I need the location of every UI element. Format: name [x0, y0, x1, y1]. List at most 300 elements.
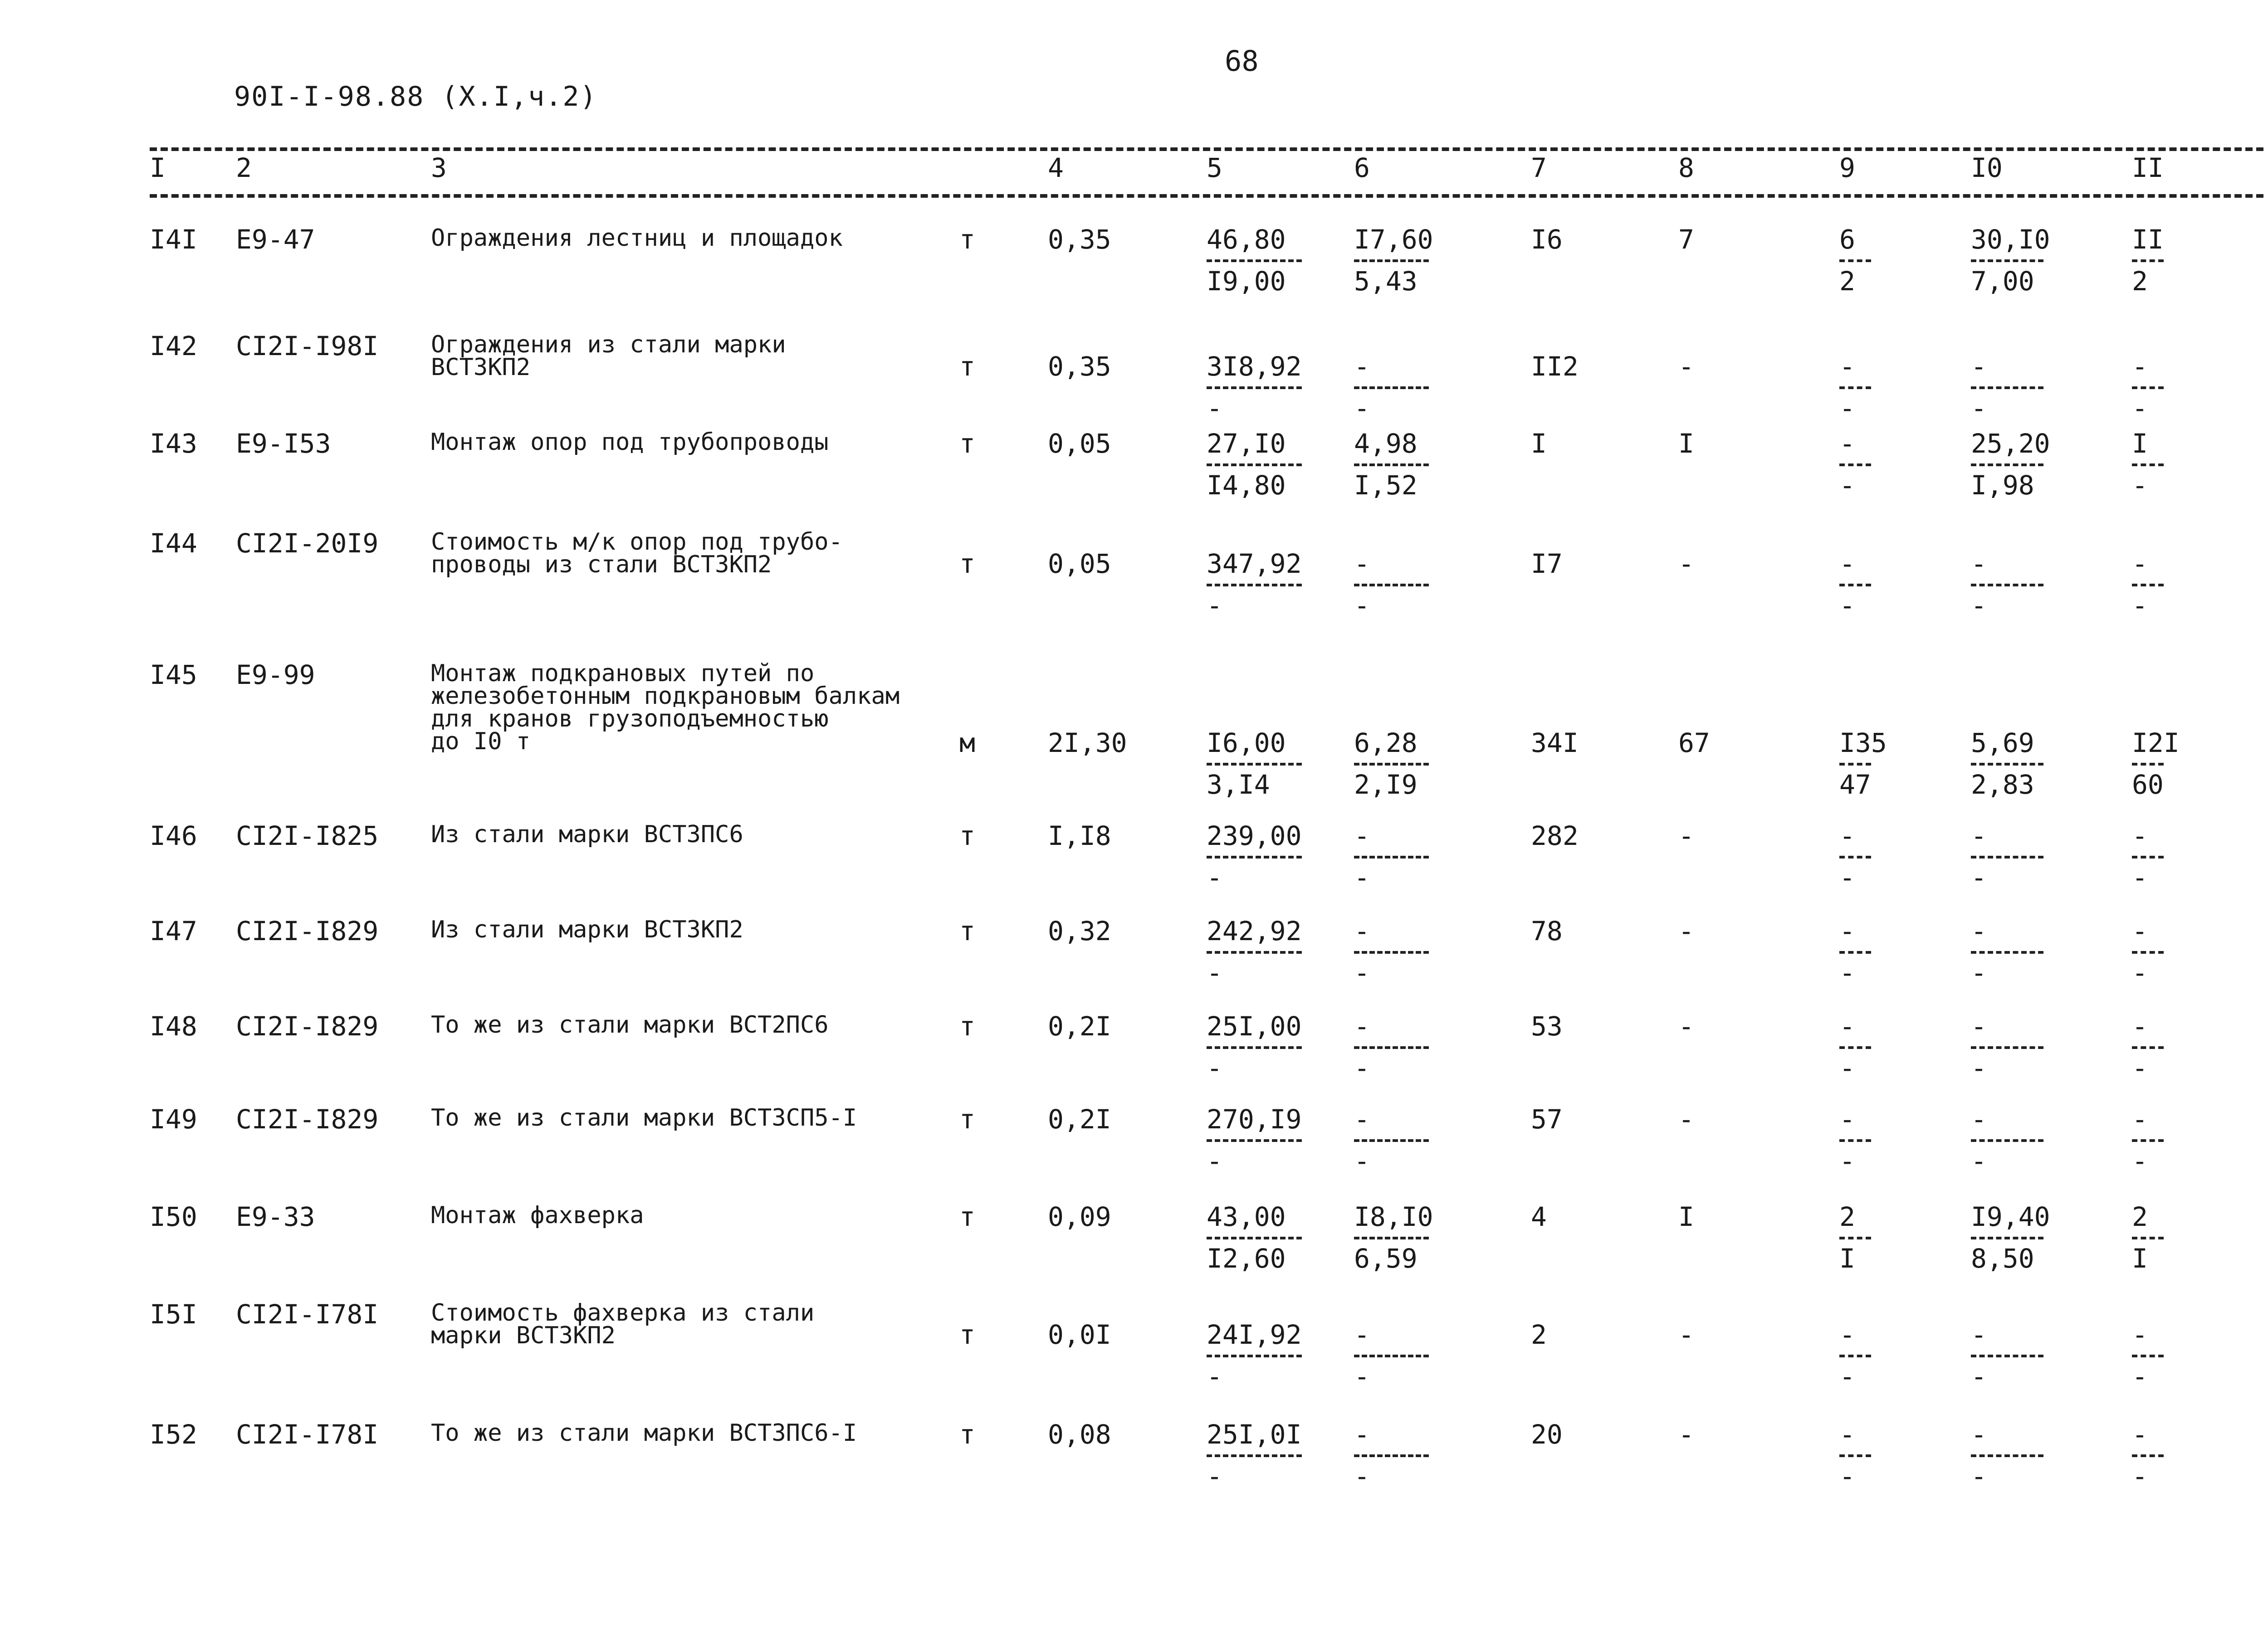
fraction-numerator: -	[1839, 1419, 1855, 1450]
fraction-denominator: 2,I9	[1354, 769, 1418, 800]
fraction-cell	[1354, 548, 1429, 621]
price-code: CI2I-I825	[236, 820, 379, 851]
fraction-numerator: 3I8,92	[1207, 351, 1302, 382]
fraction-numerator: -	[1839, 351, 1855, 382]
work-description: Стоимость фахверка из стали марки ВСТ3КП2	[431, 1299, 815, 1349]
fraction-cell	[1354, 1419, 1429, 1492]
work-description: То же из стали марки ВСТ3СП5-I	[431, 1104, 857, 1132]
fraction-denominator: -	[1971, 1146, 1987, 1176]
fraction-bar	[1839, 856, 1871, 858]
fraction-bar	[1207, 386, 1302, 389]
price-code: CI2I-I98I	[236, 331, 379, 361]
fraction-numerator: -	[1971, 1319, 1987, 1350]
fraction-bar	[1971, 584, 2043, 586]
price-code: CI2I-I78I	[236, 1299, 379, 1330]
fraction-cell	[2132, 428, 2164, 501]
quantity: 0,35	[1048, 224, 1111, 255]
column-8-value: -	[1678, 1319, 1694, 1350]
fraction-denominator: -	[1971, 1053, 1987, 1083]
fraction-cell	[1839, 820, 1871, 893]
fraction-bar	[1207, 1355, 1302, 1357]
fraction-bar	[1207, 1046, 1302, 1049]
fraction-numerator: 2	[1839, 1201, 1855, 1232]
fraction-denominator: -	[1839, 1146, 1855, 1176]
column-header-6: 6	[1354, 152, 1370, 183]
fraction-bar	[2132, 1454, 2164, 1457]
column-8-value: -	[1678, 351, 1694, 382]
fraction-numerator: 24I,92	[1207, 1319, 1302, 1350]
fraction-cell	[1971, 1419, 2043, 1492]
work-description: То же из стали марки ВСТ2ПС6	[431, 1011, 829, 1039]
fraction-bar	[1839, 1355, 1871, 1357]
column-8-value: -	[1678, 1011, 1694, 1042]
column-7-value: I	[1531, 428, 1547, 459]
row-number: I48	[150, 1011, 197, 1042]
fraction-numerator: 347,92	[1207, 548, 1302, 579]
fraction-cell	[1839, 918, 1871, 986]
unit-of-measure: т	[959, 1104, 975, 1135]
fraction-denominator: 8,50	[1971, 1243, 2034, 1274]
unit-of-measure: т	[959, 1419, 975, 1450]
column-header-10: I0	[1971, 152, 2003, 183]
column-header-2: 2	[236, 152, 252, 183]
work-description: Ограждения лестниц и площадок	[431, 224, 843, 252]
fraction-numerator: -	[1354, 1011, 1370, 1042]
fraction-denominator: -	[1207, 862, 1222, 893]
fraction-denominator: -	[1207, 1361, 1222, 1392]
fraction-cell	[1971, 1319, 2043, 1392]
fraction-numerator: 242,92	[1207, 916, 1302, 946]
price-code: E9-99	[236, 659, 315, 690]
unit-of-measure: т	[959, 548, 975, 579]
fraction-bar	[1354, 763, 1429, 766]
page-number: 68	[1225, 44, 1259, 78]
fraction-denominator: -	[2132, 957, 2148, 988]
fraction-bar	[1354, 463, 1429, 466]
fraction-bar	[1839, 1139, 1871, 1142]
fraction-bar	[1354, 1046, 1429, 1049]
row-number: I43	[150, 428, 197, 459]
fraction-numerator: -	[2132, 548, 2148, 579]
quantity: 0,05	[1048, 428, 1111, 459]
column-header-5: 5	[1207, 152, 1222, 183]
fraction-numerator: -	[1971, 548, 1987, 579]
fraction-cell	[1971, 918, 2043, 986]
row-number: I50	[150, 1201, 197, 1232]
fraction-bar	[1971, 386, 2043, 389]
fraction-bar	[1971, 1454, 2043, 1457]
fraction-numerator: I7,60	[1354, 224, 1433, 255]
fraction-denominator: I2,60	[1207, 1243, 1286, 1274]
fraction-cell	[2132, 727, 2180, 800]
fraction-cell	[1839, 1104, 1871, 1176]
fraction-bar	[1839, 1237, 1871, 1239]
row-number: I5I	[150, 1299, 197, 1330]
column-header-7: 7	[1531, 152, 1547, 183]
fraction-denominator: -	[1207, 1461, 1222, 1492]
fraction-bar	[1207, 1237, 1302, 1239]
row-number: I4I	[150, 224, 197, 255]
unit-of-measure: т	[959, 820, 975, 851]
fraction-numerator: -	[1354, 1104, 1370, 1135]
fraction-cell	[2132, 224, 2164, 297]
fraction-numerator: 270,I9	[1207, 1104, 1302, 1135]
column-7-value: 53	[1531, 1011, 1563, 1042]
fraction-cell	[1207, 1419, 1302, 1492]
fraction-numerator: 25,20	[1971, 428, 2050, 459]
price-code: E9-I53	[236, 428, 331, 459]
fraction-bar	[1207, 856, 1302, 858]
fraction-denominator: -	[1839, 470, 1855, 501]
fraction-denominator: -	[1354, 1053, 1370, 1083]
fraction-denominator: -	[1354, 862, 1370, 893]
fraction-bar	[1354, 1355, 1429, 1357]
column-7-value: 4	[1531, 1201, 1547, 1232]
fraction-denominator: -	[1207, 1053, 1222, 1083]
row-number: I52	[150, 1419, 197, 1450]
fraction-denominator: -	[2132, 862, 2148, 893]
fraction-numerator: -	[1971, 1011, 1987, 1042]
fraction-bar	[1839, 1454, 1871, 1457]
fraction-denominator: -	[2132, 1361, 2148, 1392]
fraction-denominator: 2	[1839, 266, 1855, 297]
column-8-value: 7	[1678, 224, 1694, 255]
unit-of-measure: т	[959, 1201, 975, 1232]
fraction-numerator: 2	[2132, 1201, 2148, 1232]
fraction-numerator: 25I,0I	[1207, 1419, 1302, 1450]
price-code: CI2I-I78I	[236, 1419, 379, 1450]
fraction-numerator: -	[1971, 916, 1987, 946]
fraction-cell	[1971, 1011, 2043, 1083]
fraction-bar	[1839, 763, 1871, 766]
work-description: Ограждения из стали марки ВСТ3КП2	[431, 331, 786, 381]
fraction-numerator: 46,80	[1207, 224, 1286, 255]
fraction-denominator: -	[1839, 1361, 1855, 1392]
fraction-denominator: 60	[2132, 769, 2164, 800]
column-header-4: 4	[1048, 152, 1064, 183]
fraction-denominator: 7,00	[1971, 266, 2034, 297]
fraction-bar	[1207, 463, 1302, 466]
fraction-cell	[1207, 820, 1302, 893]
fraction-bar	[1971, 1139, 2043, 1142]
fraction-cell	[1207, 1011, 1302, 1083]
column-7-value: 57	[1531, 1104, 1563, 1135]
column-7-value: 20	[1531, 1419, 1563, 1450]
fraction-cell	[2132, 1104, 2164, 1176]
fraction-cell	[2132, 1319, 2164, 1392]
fraction-cell	[1839, 428, 1871, 501]
fraction-cell	[2132, 548, 2164, 621]
fraction-cell	[1207, 351, 1302, 424]
fraction-cell	[1354, 820, 1429, 893]
row-number: I42	[150, 331, 197, 361]
fraction-denominator: -	[1971, 957, 1987, 988]
fraction-cell	[1971, 1201, 2050, 1274]
table-header-top-rule	[150, 147, 2263, 151]
fraction-numerator: -	[1839, 916, 1855, 946]
fraction-numerator: 239,00	[1207, 820, 1302, 851]
fraction-cell	[1971, 820, 2043, 893]
quantity: 2I,30	[1048, 727, 1127, 758]
fraction-cell	[1839, 1419, 1871, 1492]
fraction-cell	[1971, 727, 2043, 800]
quantity: 0,08	[1048, 1419, 1111, 1450]
quantity: 0,35	[1048, 351, 1111, 382]
column-8-value: -	[1678, 1419, 1694, 1450]
fraction-bar	[1971, 463, 2043, 466]
fraction-cell	[1839, 1319, 1871, 1392]
fraction-denominator: -	[1971, 393, 1987, 424]
unit-of-measure: т	[959, 428, 975, 459]
fraction-bar	[1207, 763, 1302, 766]
fraction-denominator: -	[1354, 1361, 1370, 1392]
fraction-denominator: 6,59	[1354, 1243, 1418, 1274]
fraction-bar	[1207, 259, 1302, 262]
fraction-numerator: I8,I0	[1354, 1201, 1433, 1232]
fraction-denominator: -	[1971, 862, 1987, 893]
fraction-cell	[1354, 918, 1429, 986]
fraction-numerator: 43,00	[1207, 1201, 1286, 1232]
column-header-3: 3	[431, 152, 447, 183]
fraction-numerator: 6,28	[1354, 727, 1418, 758]
fraction-bar	[1971, 1355, 2043, 1357]
fraction-numerator: 25I,00	[1207, 1011, 1302, 1042]
fraction-bar	[2132, 386, 2164, 389]
fraction-cell	[1207, 428, 1302, 501]
column-header-11: II	[2132, 152, 2164, 183]
fraction-denominator: -	[1971, 1361, 1987, 1392]
column-7-value: I7	[1531, 548, 1563, 579]
fraction-bar	[1971, 763, 2043, 766]
fraction-cell	[1354, 1201, 1433, 1274]
row-number: I49	[150, 1104, 197, 1135]
row-number: I44	[150, 528, 197, 559]
quantity: I,I8	[1048, 820, 1111, 851]
row-number: I47	[150, 916, 197, 946]
unit-of-measure: т	[959, 916, 975, 946]
fraction-numerator: -	[1354, 1319, 1370, 1350]
fraction-numerator: I2I	[2132, 727, 2180, 758]
fraction-numerator: 6	[1839, 224, 1855, 255]
fraction-bar	[2132, 463, 2164, 466]
fraction-numerator: -	[1971, 1419, 1987, 1450]
fraction-cell	[1971, 1104, 2043, 1176]
fraction-numerator: -	[2132, 1419, 2148, 1450]
row-number: I45	[150, 659, 197, 690]
fraction-bar	[1354, 584, 1429, 586]
fraction-bar	[1971, 1237, 2043, 1239]
document-code: 90I-I-98.88 (X.I,ч.2)	[234, 81, 597, 112]
column-7-value: 78	[1531, 916, 1563, 946]
fraction-cell	[2132, 918, 2164, 986]
fraction-denominator: -	[2132, 1053, 2148, 1083]
fraction-bar	[2132, 951, 2164, 954]
fraction-denominator: I9,00	[1207, 266, 1286, 297]
fraction-cell	[1839, 727, 1887, 800]
fraction-numerator: -	[1839, 1011, 1855, 1042]
fraction-cell	[1354, 428, 1429, 501]
fraction-numerator: -	[2132, 820, 2148, 851]
fraction-cell	[1207, 548, 1302, 621]
price-code: E9-47	[236, 224, 315, 255]
fraction-bar	[1839, 1046, 1871, 1049]
fraction-cell	[1971, 351, 2043, 424]
fraction-denominator: -	[1207, 590, 1222, 621]
quantity: 0,2I	[1048, 1011, 1111, 1042]
fraction-cell	[2132, 1419, 2164, 1492]
fraction-denominator: 2,83	[1971, 769, 2034, 800]
fraction-bar	[1354, 386, 1429, 389]
fraction-bar	[1839, 463, 1871, 466]
fraction-cell	[2132, 1201, 2164, 1274]
fraction-denominator: -	[1839, 957, 1855, 988]
quantity: 0,32	[1048, 916, 1111, 946]
fraction-cell	[1839, 548, 1871, 621]
fraction-bar	[1971, 259, 2043, 262]
fraction-cell	[1354, 1104, 1429, 1176]
column-8-value: -	[1678, 548, 1694, 579]
fraction-denominator: 3,I4	[1207, 769, 1270, 800]
fraction-bar	[1354, 1237, 1429, 1239]
column-8-value: -	[1678, 916, 1694, 946]
fraction-numerator: -	[1354, 916, 1370, 946]
fraction-bar	[2132, 584, 2164, 586]
fraction-numerator: -	[1839, 1104, 1855, 1135]
fraction-numerator: -	[1839, 1319, 1855, 1350]
fraction-bar	[1839, 584, 1871, 586]
fraction-denominator: -	[1354, 393, 1370, 424]
work-description: Монтаж опор под трубопроводы	[431, 429, 829, 456]
fraction-bar	[1354, 1454, 1429, 1457]
fraction-denominator: I4,80	[1207, 470, 1286, 501]
fraction-denominator: -	[1839, 1461, 1855, 1492]
fraction-denominator: -	[1354, 1146, 1370, 1176]
fraction-cell	[1354, 727, 1429, 800]
price-code: CI2I-I829	[236, 1011, 379, 1042]
fraction-bar	[2132, 1355, 2164, 1357]
fraction-denominator: -	[1354, 590, 1370, 621]
column-7-value: I6	[1531, 224, 1563, 255]
work-description: То же из стали марки ВСТ3ПС6-I	[431, 1419, 857, 1447]
fraction-cell	[1971, 428, 2050, 501]
fraction-numerator: -	[2132, 1319, 2148, 1350]
fraction-denominator: -	[1207, 957, 1222, 988]
quantity: 0,2I	[1048, 1104, 1111, 1135]
fraction-numerator: -	[1971, 820, 1987, 851]
work-description: Из стали марки ВСТ3КП2	[431, 916, 743, 943]
fraction-bar	[2132, 763, 2164, 766]
fraction-denominator: I	[1839, 1243, 1855, 1274]
fraction-cell	[1207, 918, 1302, 986]
fraction-cell	[2132, 1011, 2164, 1083]
fraction-numerator: -	[1971, 1104, 1987, 1135]
fraction-cell	[1839, 224, 1871, 297]
fraction-bar	[1354, 1139, 1429, 1142]
fraction-bar	[1839, 951, 1871, 954]
fraction-bar	[1207, 584, 1302, 586]
table-header-bottom-rule	[150, 194, 2263, 198]
column-7-value: 2	[1531, 1319, 1547, 1350]
fraction-denominator: -	[1971, 590, 1987, 621]
fraction-numerator: 30,I0	[1971, 224, 2050, 255]
fraction-cell	[1839, 1011, 1871, 1083]
fraction-numerator: -	[1971, 351, 1987, 382]
fraction-cell	[1354, 351, 1429, 424]
fraction-cell	[1839, 1201, 1871, 1274]
unit-of-measure: т	[959, 1319, 975, 1350]
work-description: Монтаж подкрановых путей по железобетонным подкрановым балкам для кранов грузоподъемностью до I0 т	[431, 660, 900, 755]
unit-of-measure: т	[959, 224, 975, 255]
fraction-numerator: 27,I0	[1207, 428, 1286, 459]
fraction-denominator: I,98	[1971, 470, 2034, 501]
work-description: Стоимость м/к опор под трубо- проводы из стали ВСТ3КП2	[431, 528, 843, 578]
price-code: E9-33	[236, 1201, 315, 1232]
column-8-value: I	[1678, 428, 1694, 459]
fraction-denominator: -	[1839, 393, 1855, 424]
fraction-denominator: -	[2132, 1461, 2148, 1492]
fraction-bar	[1354, 259, 1429, 262]
column-7-value: 34I	[1531, 727, 1579, 758]
fraction-bar	[2132, 1046, 2164, 1049]
fraction-bar	[1839, 386, 1871, 389]
fraction-denominator: 5,43	[1354, 266, 1418, 297]
fraction-numerator: II	[2132, 224, 2164, 255]
fraction-numerator: -	[2132, 1104, 2148, 1135]
fraction-numerator: I35	[1839, 727, 1887, 758]
fraction-bar	[1971, 856, 2043, 858]
unit-of-measure: т	[959, 351, 975, 382]
fraction-cell	[1207, 224, 1302, 297]
quantity: 0,09	[1048, 1201, 1111, 1232]
column-8-value: 67	[1678, 727, 1710, 758]
fraction-numerator: -	[1354, 548, 1370, 579]
fraction-numerator: I	[2132, 428, 2148, 459]
fraction-cell	[2132, 820, 2164, 893]
fraction-bar	[2132, 856, 2164, 858]
fraction-cell	[1354, 224, 1433, 297]
fraction-cell	[1354, 1011, 1429, 1083]
quantity: 0,05	[1048, 548, 1111, 579]
fraction-denominator: 2	[2132, 266, 2148, 297]
fraction-numerator: -	[2132, 916, 2148, 946]
fraction-cell	[1207, 1201, 1302, 1274]
fraction-numerator: I9,40	[1971, 1201, 2050, 1232]
row-number: I46	[150, 820, 197, 851]
work-description: Из стали марки ВСТ3ПС6	[431, 821, 743, 848]
fraction-bar	[1839, 259, 1871, 262]
unit-of-measure: т	[959, 1011, 975, 1042]
column-7-value: II2	[1531, 351, 1579, 382]
fraction-denominator: I,52	[1354, 470, 1418, 501]
fraction-numerator: -	[2132, 1011, 2148, 1042]
fraction-numerator: -	[1839, 820, 1855, 851]
fraction-bar	[1971, 1046, 2043, 1049]
column-header-8: 8	[1678, 152, 1694, 183]
fraction-denominator: -	[1354, 1461, 1370, 1492]
fraction-denominator: -	[1354, 957, 1370, 988]
fraction-numerator: -	[1354, 351, 1370, 382]
fraction-bar	[2132, 1139, 2164, 1142]
fraction-denominator: -	[1839, 590, 1855, 621]
fraction-cell	[1971, 224, 2050, 297]
column-header-1: I	[150, 152, 166, 183]
column-7-value: 282	[1531, 820, 1579, 851]
fraction-cell	[1207, 727, 1302, 800]
unit-of-measure: м	[959, 727, 975, 758]
fraction-denominator: 47	[1839, 769, 1871, 800]
column-8-value: -	[1678, 820, 1694, 851]
fraction-numerator: -	[2132, 351, 2148, 382]
